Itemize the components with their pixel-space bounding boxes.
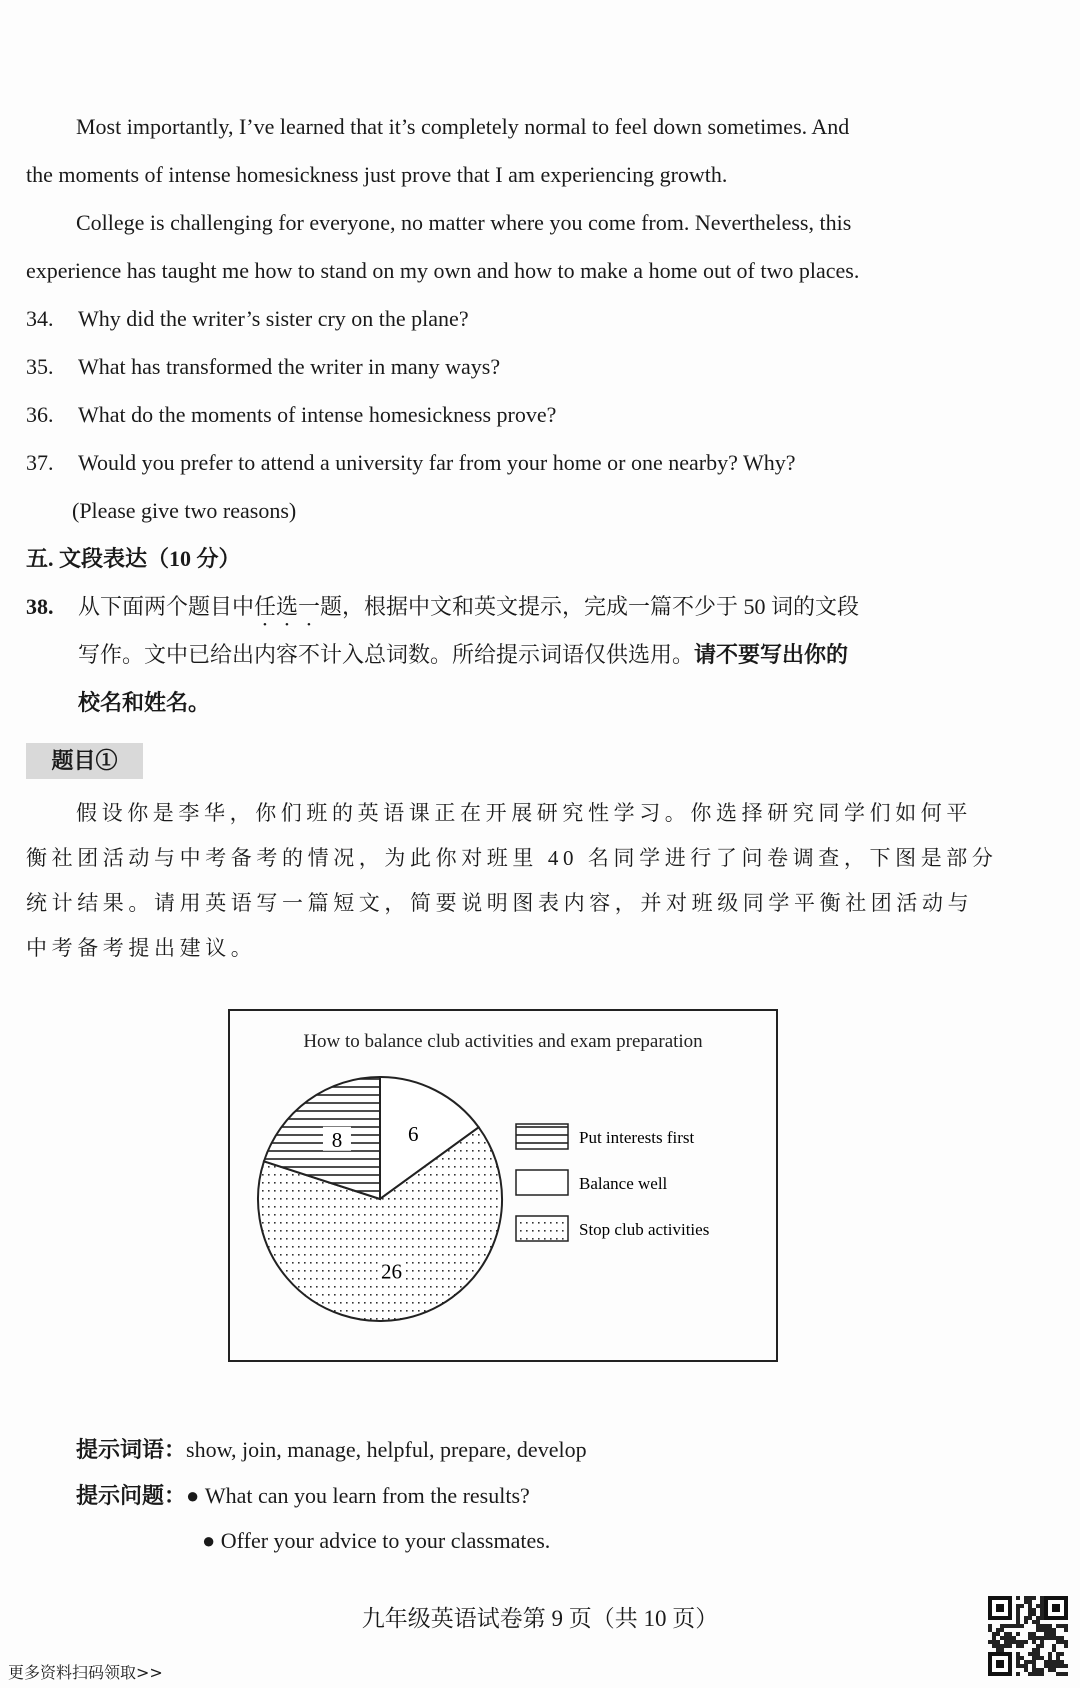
page-footer: 九年级英语试卷第 9 页（共 10 页） xyxy=(361,1606,719,1631)
legend-label: Balance well xyxy=(579,1174,668,1193)
bold-instruction: 请不要写出你的 xyxy=(694,642,849,667)
emphasized-text: 任选一 xyxy=(254,594,321,619)
question-number: 37. xyxy=(26,450,54,475)
hint-questions-label: 提示问题： xyxy=(76,1483,187,1508)
bullet-icon: ● xyxy=(186,1483,205,1508)
legend-swatch xyxy=(516,1170,568,1195)
hint-question-1 xyxy=(76,1481,530,1511)
question-number: 36. xyxy=(26,402,54,427)
qr-code-icon xyxy=(988,1595,1068,1677)
passage-line: the moments of intense homesickness just prove that I am experiencing growth. xyxy=(26,162,728,187)
prompt-line: 衡社团活动与中考备考的情况，为此你对班里 40 名同学进行了问卷调查，下图是部分 xyxy=(26,846,998,870)
hint-question-text: Offer your advice to your classmates. xyxy=(220,1528,551,1553)
question-text: What do the moments of intense homesickness prove? xyxy=(78,402,557,427)
instruction-text: 题，根据中文和英文提示，完成一篇不少于 50 词的文段 xyxy=(320,594,860,619)
question-34 xyxy=(26,304,469,334)
instruction-text: 从下面两个题目中 xyxy=(78,594,255,619)
question-37-note: (Please give two reasons) xyxy=(72,498,297,523)
question-37 xyxy=(26,448,795,478)
hint-words-label: 提示词语： xyxy=(76,1437,187,1462)
prompt-line: 假设你是李华，你们班的英语课正在开展研究性学习。你选择研究同学们如何平 xyxy=(76,801,972,825)
hint-question-2 xyxy=(202,1526,550,1556)
data-label: 26 xyxy=(380,1259,402,1284)
question-38-line2 xyxy=(78,640,848,670)
question-35 xyxy=(26,352,500,382)
hint-question-text: What can you learn from the results? xyxy=(204,1483,530,1508)
prompt-line: 中考备考提出建议。 xyxy=(26,936,257,960)
question-36 xyxy=(26,400,556,430)
question-number: 38. xyxy=(26,594,54,619)
hint-words-text: show, join, manage, helpful, prepare, develop xyxy=(186,1437,587,1462)
legend-label: Stop club activities xyxy=(579,1220,710,1239)
legend-swatch xyxy=(516,1216,568,1241)
question-38-line3: 校名和姓名。 xyxy=(78,690,211,715)
prompt-line: 统计结果。请用英语写一篇短文，简要说明图表内容，并对班级同学平衡社团活动与 xyxy=(26,891,974,915)
passage-line: experience has taught me how to stand on my own and how to make a home out of two places. xyxy=(26,258,860,283)
pie-chart xyxy=(228,1009,778,1362)
instruction-text: 写作。文中已给出内容不计入总词数。所给提示词语仅供选用。 xyxy=(78,642,695,667)
question-text: Why did the writer’s sister cry on the plane? xyxy=(78,306,469,331)
section-heading: 五. 文段表达（10 分） xyxy=(26,546,241,571)
more-resources-text: 更多资料扫码领取>> xyxy=(8,1663,163,1682)
chart-title: How to balance club activities and exam preparation xyxy=(303,1031,703,1052)
question-number: 35. xyxy=(26,354,54,379)
question-text: Would you prefer to attend a university far from your home or one nearby? Why? xyxy=(78,450,796,475)
legend-swatch xyxy=(516,1124,568,1149)
question-text: What has transformed the writer in many ways? xyxy=(78,354,501,379)
data-label: 8 xyxy=(331,1127,343,1152)
question-number: 34. xyxy=(26,306,54,331)
bullet-icon: ● xyxy=(202,1528,221,1553)
passage-line: Most importantly, I’ve learned that it’s completely normal to feel down sometimes. And xyxy=(76,114,850,139)
hint-words xyxy=(76,1435,587,1465)
topic-tag: 题目① xyxy=(26,743,143,779)
legend-label: Put interests first xyxy=(579,1128,695,1147)
question-38-line1 xyxy=(26,592,859,631)
passage-line: College is challenging for everyone, no matter where you come from. Nevertheless, this xyxy=(76,210,852,235)
data-label: 6 xyxy=(407,1121,419,1146)
